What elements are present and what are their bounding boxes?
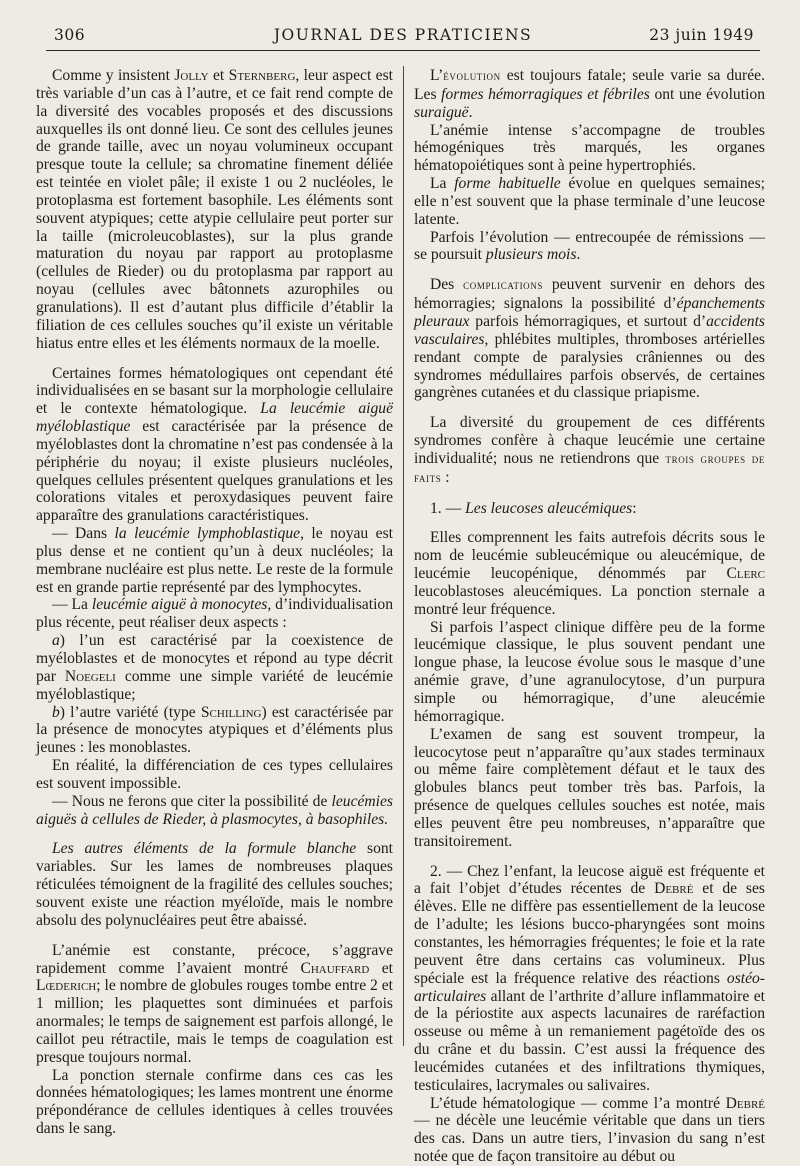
italic-text: leucémies aiguës à cellules de Rieder, à plasmocytes, à basophiles. — [36, 792, 393, 828]
text-run: parfois hémorragiques, et surtout d’ — [469, 312, 707, 330]
author-name: Debré — [654, 880, 694, 898]
small-caps-term: complications — [463, 278, 543, 293]
paragraph — [414, 500, 765, 518]
text-run: : — [441, 468, 450, 486]
issue-date: 23 juin 1949 — [649, 26, 754, 44]
italic-text: La leucémie aiguë myéloblastique — [36, 400, 393, 436]
text-run: ; le nombre de globules rouges tombe entre 2 et 1 million; les plaquettes sont diminuées et parfois anormales; le temps de saignement est parfois allongé, le caillot peu rétractile, mais le temps de coagulation est presque toujours normal. — [36, 977, 393, 1066]
author-name: Lœderich — [36, 977, 97, 995]
italic-text: suraiguë — [414, 103, 469, 121]
text-run: ) l’autre variété (type — [59, 703, 201, 721]
author-name: Debré — [725, 1094, 765, 1112]
paragraph — [36, 525, 393, 596]
paragraph — [414, 863, 765, 1095]
text-run: Comme y insistent — [52, 67, 175, 84]
author-name: Chauffard — [300, 959, 370, 977]
text-run: et — [208, 67, 229, 84]
text-run: et de ses élèves. Elle ne diffère pas essentiellement de la leucose de l’adulte; les lésions bucco-pharyngées sont moins constantes, les hémorragies fréquentes; le foie et la rate peuvent être dans certains cas volumineux. Plus spéciale est la fréquence relative des réactions — [414, 880, 765, 987]
italic-text: accidents vasculaires — [414, 312, 765, 348]
italic-text: la leucémie lymphoblastique — [114, 525, 301, 543]
paragraph — [414, 529, 765, 618]
paragraph — [36, 67, 393, 353]
italic-text: ostéo-articulaires — [414, 969, 765, 1005]
text-run: ) est caractérisée par la présence de monocytes atypiques et d’éléments plus jeunes : les monoblastes. — [36, 703, 393, 757]
paragraph — [414, 175, 765, 229]
italic-text: a — [52, 632, 60, 650]
text-run: — Nous ne ferons que citer la possibilité de — [52, 792, 332, 810]
text-run: peuvent survenir en dehors des hémorragies; signalons la possibilité d’ — [414, 276, 765, 313]
italic-text: épanchements pleuraux — [414, 295, 765, 330]
text-run: L’anémie intense s’accompagne de troubles hémogéniques très marqués, les organes hématopoiétiques sont à peine hypertrophiés. — [414, 121, 765, 175]
italic-text: b — [52, 703, 60, 721]
text-run: : — [632, 499, 637, 517]
italic-text: Les leucoses aleucémiques — [465, 499, 633, 517]
italic-text: plusieurs mois — [485, 246, 577, 264]
paragraph — [36, 365, 393, 526]
text-run: 1. — — [430, 499, 466, 517]
paragraph — [36, 1067, 393, 1138]
text-run: est caractérisée par la présence de myéloblastes dont la chromatine n’est pas condensée à la périphérie du noyau; il existe plusieurs nucléoles, quelques cellules présentent quelques granulations et les colorations vitales et peroxydasiques peuvent faire apparaître des granulations caractéristiques. — [36, 418, 393, 525]
text-run: 2. — Chez l’enfant, la leucose aiguë est fréquente et a fait l’objet d’études récentes de — [414, 862, 765, 898]
paragraph — [414, 726, 765, 851]
paragraph — [414, 619, 765, 726]
paragraph — [36, 840, 393, 929]
running-head — [46, 24, 760, 48]
left-column — [36, 67, 393, 1138]
italic-text: Les autres éléments de la formule blanche — [52, 840, 357, 858]
text-run: Certaines formes hématologiques ont cependant été individualisées en se basant sur la morphologie cellulaire et le contexte hématologique. — [36, 364, 393, 418]
paragraph — [414, 67, 765, 122]
paragraph — [36, 632, 393, 703]
text-run: — ne décèle une leucémie véritable que dans un tiers des cas. Dans un autre tiers, l’invasion du sang n’est notée que de façon transitoire au début ou — [414, 1112, 765, 1166]
text-run: En réalité, la différenciation de ces types cellulaires est souvent impossible. — [36, 757, 393, 792]
text-run: La diversité du groupement de ces différents syndromes confère à chaque leucémie une certaine individualité; nous ne retiendrons que — [414, 414, 765, 467]
text-run: allant de l’arthrite d’allure inflammatoire et de la périostite aux aspects lacunaires de raréfaction osseuse ou même à un remaniement pagétoïde des os du crâne et du bassin. C’est aussi la fréquence des leucémides cutanées et des infiltrations thymiques, testiculaires, lacrymales ou salivaires. — [414, 987, 765, 1094]
text-run: L’anémie est constante, précoce, s’aggrave rapidement comme l’avaient montré — [36, 941, 393, 977]
author-name: Sternberg — [228, 67, 296, 84]
text-run: ) l’un est caractérisé par la coexistence de myéloblastes et de monocytes et répond au type décrit par — [36, 632, 393, 685]
text-run: et — [369, 959, 393, 977]
text-run: , leur aspect est très variable d’un cas à l’autre, et ce fait rend compte de la diversité des vocables proposés et des discussions auxquelles ils ont donné lieu. Ce sont des cellules jeunes de grande taille, avec un noyau volumineux occupant presque toute la cellule; sa chromatine finement déliée est teintée en violet pâle; il existe 1 ou 2 nucléoles, le protoplasma est fortement basophile. Les éléments sont souvent atypiques; cette atypie cellulaire peut porter sur la taille (microleucoblastes), sur la plus grande maturation du noyau par rapport au protoplasme (cellules de Rieder) ou du protoplasma par rapport au noyau (cellules avec bâtonnets azurophiles ou granulations). Il est d’autant plus difficile d’établir la filiation de ces cellules souches qu’il existe un véritable hiatus entre elles et les éléments normaux de la moelle. — [36, 67, 393, 352]
header-rule — [46, 50, 760, 51]
paragraph — [36, 793, 393, 829]
small-caps-term: évolution — [443, 69, 501, 83]
text-run: évolue en quelques semaines; elle n’est souvent que la phase terminale d’une leucose latente. — [414, 175, 765, 228]
paragraph — [414, 122, 765, 176]
text-run: , phlébites multiples, thromboses artérielles rendant compte de paralysies crâniennes ou des syndromes médullaires parfois observés, de certaines gangrènes cutanées et du classique priapisme. — [414, 330, 765, 402]
text-run: L’examen de sang est souvent trompeur, la leucocytose peut n’apparaître qu’aux stades terminaux ou même faire complètement défaut et le taux des globules blancs peut tomber très bas. Parfois, la présence de quelques cellules souches est notée, mais elles peuvent être peu nombreuses, n’apparaître que transitoirement. — [414, 725, 765, 850]
text-run: comme une simple variété de leucémie myéloblastique; — [36, 667, 393, 703]
italic-text: forme habituelle — [454, 175, 561, 193]
text-run: . — [576, 246, 581, 264]
right-column — [414, 67, 765, 1166]
text-run: . — [468, 103, 473, 121]
author-name: Clerc — [726, 565, 765, 583]
paragraph — [36, 704, 393, 758]
text-run: La — [430, 175, 455, 193]
italic-text: formes hémorragiques et fébriles — [441, 85, 650, 103]
page-number: 306 — [54, 26, 86, 44]
paragraph — [414, 414, 765, 487]
paragraph — [414, 276, 765, 402]
author-name: Jolly — [174, 67, 209, 84]
text-run: L’étude hématologique — comme l’a montré — [430, 1094, 726, 1112]
text-run: Si parfois l’aspect clinique diffère peu de la forme leucémique classique, le plus souvent pendant une longue phase, la leucose évolue sous le masque d’une anémie grave, d’une agranulocytose, d’un purpura simple ou hémorragique, d’une aleucémie hémorragique. — [414, 618, 765, 725]
text-run: La ponction sternale confirme dans ces cas les données hématologiques; les lames montrent une énorme prépondérance de cellules identiques à celles trouvées dans le sang. — [36, 1066, 393, 1138]
journal-title: JOURNAL DES PRATICIENS — [273, 26, 533, 44]
text-run: ont une évolution — [649, 85, 765, 103]
italic-text: leucémie aiguë à monocytes — [91, 596, 268, 614]
paragraph — [36, 757, 393, 793]
paragraph — [36, 942, 393, 1067]
paragraph — [414, 229, 765, 265]
author-name: Noegeli — [64, 667, 116, 685]
text-run: , le noyau est plus dense et ne contient qu’un à deux nucléoles; la membrane nucléaire est plus nette. Le reste de la formule est en grande partie représenté par des lymphocytes. — [36, 525, 393, 596]
text-run: Parfois l’évolution — entrecoupée de rémissions — se poursuit — [414, 228, 765, 264]
text-run: Elles comprennent les faits autrefois décrits sous le nom de leucémie subleucémique ou aleucémique, de leucémie leucopénique, dénommés par — [414, 529, 765, 583]
author-name: Schilling — [200, 703, 262, 721]
text-run: est toujours fatale; seule varie sa durée. Les — [414, 67, 765, 103]
paragraph — [36, 596, 393, 632]
small-caps-term: trois groupes de faits — [414, 451, 765, 485]
text-run: sont variables. Sur les lames de nombreuses plaques réticulées témoignent de la fragilité des cellules souches; souvent existe une réaction myéloïde, mais le nombre absolu des polynucléaires peut être abaissé. — [36, 840, 393, 929]
paragraph — [414, 1095, 765, 1166]
text-run: Des — [430, 276, 464, 294]
text-run: leucoblastoses aleucémiques. La ponction sternale a montré leur fréquence. — [414, 582, 765, 618]
column-divider — [403, 66, 404, 1046]
text-run: — Dans — [52, 525, 115, 543]
text-run: L’ — [430, 67, 444, 84]
text-run: — La — [52, 596, 92, 614]
text-run: , d’individualisation plus récente, peut réaliser deux aspects : — [36, 596, 393, 632]
